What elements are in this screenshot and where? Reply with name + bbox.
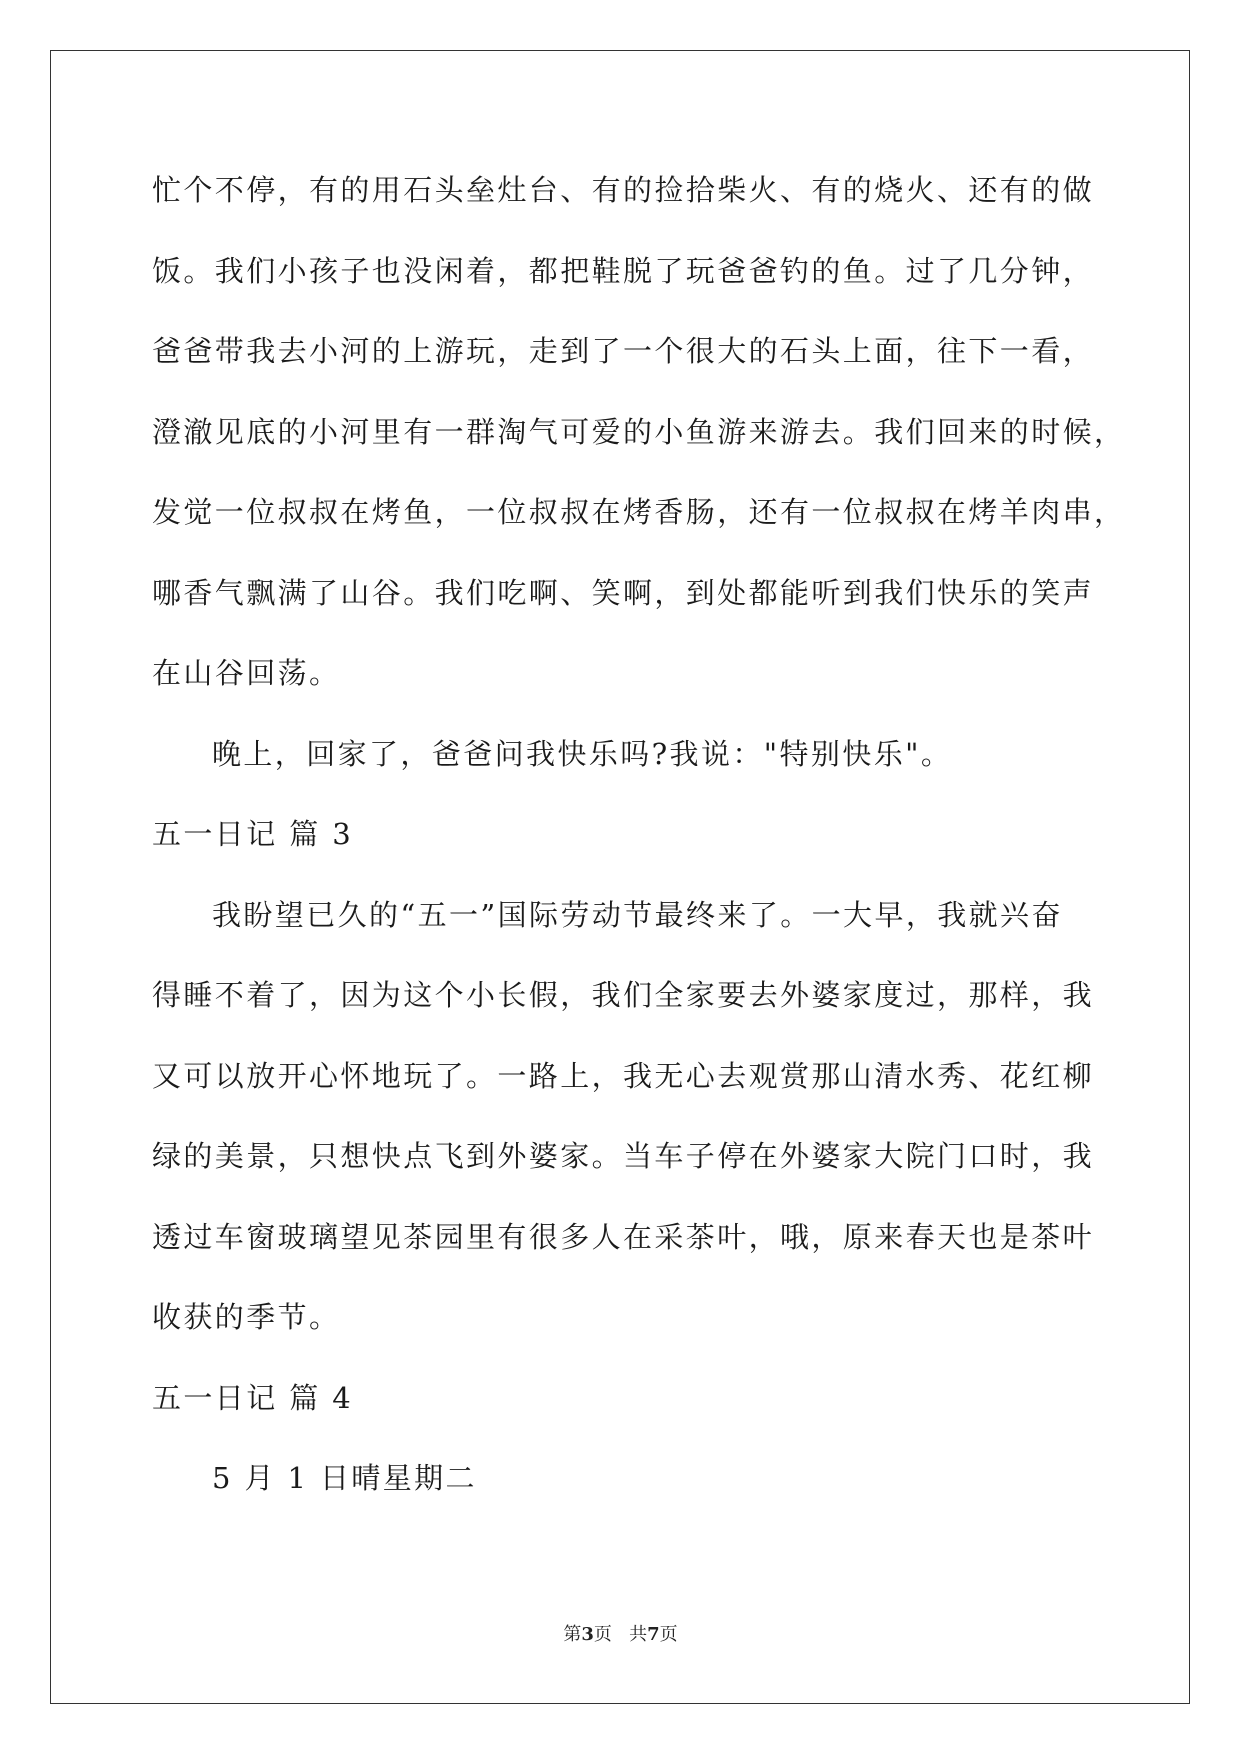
paragraph-start: 5 月 1 日晴星期二 — [212, 1461, 477, 1495]
text-line: 忙个不停，有的用石头垒灶台、有的捡拾柴火、有的烧火、还有的做 — [152, 173, 1095, 207]
text-line: 发觉一位叔叔在烤鱼，一位叔叔在烤香肠，还有一位叔叔在烤羊肉串， — [152, 495, 1126, 529]
text-line: 哪香气飘满了山谷。我们吃啊、笑啊，到处都能听到我们快乐的笑声 — [152, 575, 1095, 610]
text-line: 收获的季节。 — [152, 1300, 341, 1334]
text-line: 饭。我们小孩子也没闲着，都把鞋脱了玩爸爸钓的鱼。过了几分钟， — [152, 253, 1095, 288]
text-line: 在山谷回荡。 — [152, 656, 341, 690]
text-line: 绿的美景，只想快点飞到外婆家。当车子停在外婆家大院门口时，我 — [152, 1139, 1095, 1173]
paragraph-start: 晚上，回家了，爸爸问我快乐吗?我说："特别快乐"。 — [212, 736, 953, 771]
footer-middle: 页 共 — [593, 1624, 648, 1645]
section-heading: 五一日记 篇 4 — [152, 1380, 354, 1415]
document-body — [152, 164, 1126, 1533]
section-heading: 五一日记 篇 3 — [152, 817, 354, 851]
text-line: 澄澈见底的小河里有一群淘气可爱的小鱼游来游去。我们回来的时候， — [152, 414, 1126, 449]
text-line: 爸爸带我去小河的上游玩，走到了一个很大的石头上面，往下一看， — [152, 334, 1095, 368]
text-line: 得睡不着了，因为这个小长假，我们全家要去外婆家度过，那样，我 — [152, 978, 1095, 1012]
text-line: 透过车窗玻璃望见茶园里有很多人在采茶叶，哦，原来春天也是茶叶 — [152, 1219, 1095, 1254]
paragraph-start: 我盼望已久的“五一”国际劳动节最终来了。一大早，我就兴奋 — [212, 897, 1063, 932]
total-page-number: 7 — [647, 1624, 660, 1645]
text-line: 又可以放开心怀地玩了。一路上，我无心去观赏那山清水秀、花红柳 — [152, 1058, 1095, 1093]
current-page-number: 3 — [581, 1624, 594, 1645]
footer-suffix: 页 — [659, 1624, 678, 1645]
page-footer — [0, 1620, 1241, 1646]
footer-prefix: 第 — [563, 1624, 582, 1645]
